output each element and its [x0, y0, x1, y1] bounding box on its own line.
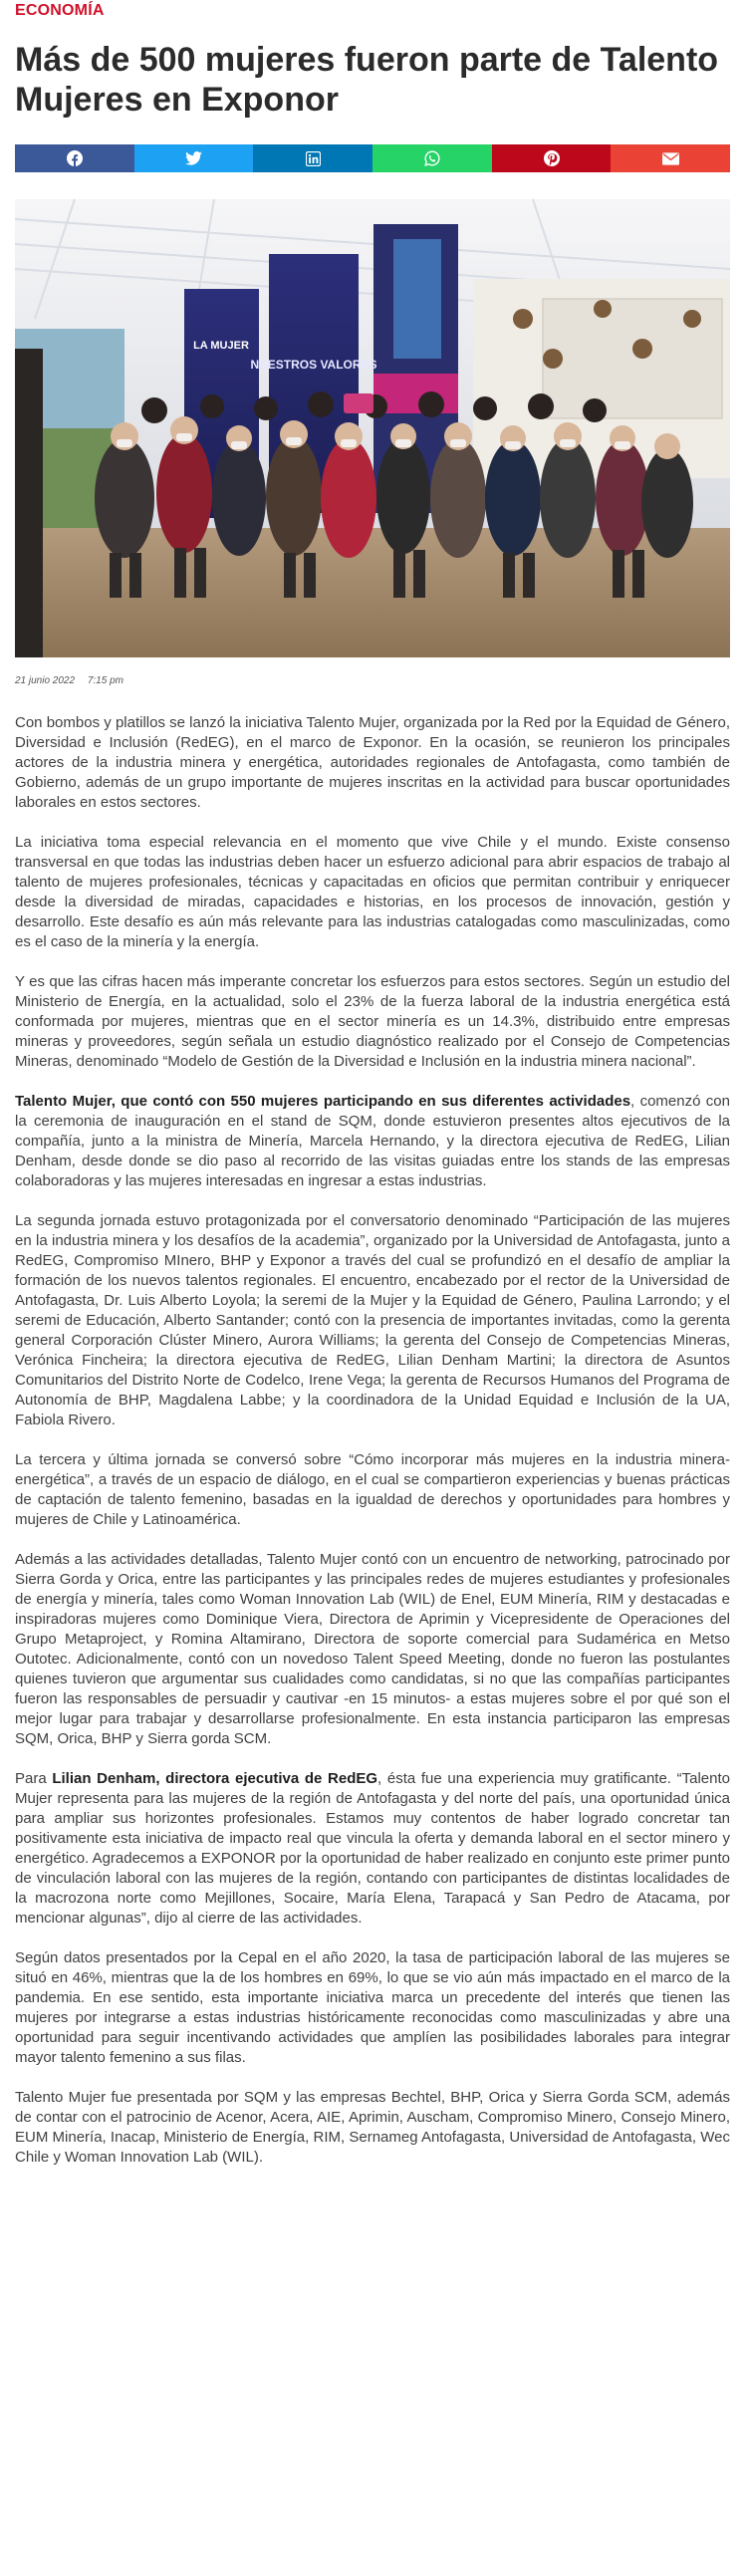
share-facebook-button[interactable] [15, 144, 134, 172]
paragraph-7: Además a las actividades detalladas, Talento Mujer contó con un encuentro de networking, patrocinado por Sierra Gorda y Orica, entre las participantes y las principales redes de mujeres estudiantes y profesionales de energía y minería, tales como Woman Innovation Lab (WIL) de Enel, EUM Minería, RIM y destacadas e inspiradoras mujeres como Dominique Viera, Directora de Aprimin y Vicepresidente de Operaciones del Grupo Metaproject, y Romina Altamirano, Directora de soporte comercial para Sudamérica en Metso Outotec. Adicionalmente, contó con un novedoso Talent Speed Meeting, donde no fueron las postulantes quienes tuvieron que argumentar sus cualidades como candidatas, si no que las compañías participantes fueron las responsables de persuadir y cautivar -en 15 minutos- a estas mujeres sobre el por qué son el mejor lugar para trabajar y desarrollarse profesionalmente. En esta instancia participaron las empresas SQM, Orica, BHP y Sierra gorda SCM. [15, 1551, 730, 1747]
banner-center-text: NUESTROS VALORES [250, 358, 377, 372]
paragraph-4 [15, 1092, 730, 1191]
article-meta [15, 675, 133, 686]
pinterest-icon [544, 150, 560, 166]
paragraph-2: La iniciativa toma especial relevancia en el momento que vive Chile y el mundo. Existe consenso transversal en que todas las industrias deben hacer un esfuerzo adicional para abrir espacios de trabajo al talento de mujeres profesionales, técnicas y capacitadas en oficios que permitan contribuir y enriquecer desde la diversidad de miradas, capacidades e historias, en los procesos de innovación, gestión y desarrollo. Este desafío es aún más relevante para las industrias catalogadas como masculinizadas, como es el caso de la minería y la energía. [15, 834, 730, 950]
share-linkedin-button[interactable] [253, 144, 372, 172]
twitter-icon [185, 151, 202, 165]
share-bar [15, 144, 730, 172]
article-time: 7:15 pm [87, 675, 124, 686]
hero-photo [15, 199, 730, 657]
linkedin-icon [306, 151, 321, 166]
paragraph-5: La segunda jornada estuvo protagonizada por el conversatorio denominado “Participación de las mujeres en la industria minera y los desafíos de la academia”, organizado por la Universidad de Antofagasta, junto a RedEG, Compromiso MInero, BHP y Exponor a través del cual se profundizó en el desafío de ampliar la formación de los nuevos talentos regionales. El encuentro, encabezado por el rector de la Universidad de Antofagasta, Dr. Luis Alberto Loyola; la seremi de la Mujer y la Equidad de Género, Paulina Larrondo; y el seremi de Educación, Alberto Santander; contó con la presencia de importantes invitadas, como la gerenta general Corporación Clúster Minero, Aurora Williams; la gerenta del Consejo de Competencias Mineras, Verónica Fincheira; la directora ejecutiva de RedEG, Lilian Denham Martini; la directora de Asuntos Comunitarios del Distrito Norte de Codelco, Irene Vega; la gerenta de Recursos Humanos del Programa de Autonomía de BHP, Magdalena Labbe; y la coordinadora de la Unidad Equidad e Inclusión de la UA, Fabiola Rivero. [15, 1212, 730, 1428]
facebook-icon [67, 150, 83, 166]
paragraph-3: Y es que las cifras hacen más imperante concretar los esfuerzos para estos sectores. Según un estudio del Ministerio de Energía, en la actualidad, solo el 23% de la fuerza laboral de la industria energética está conformada por mujeres, mientras que en el sector minería es un 14.3%, distribuido entre empresas mineras y proveedores, según señala un estudio diagnóstico realizado por el Consejo de Competencias Mineras, denominado “Modelo de Gestión de la Diversidad e Inclusión en la industria minera nacional”. [15, 973, 730, 1070]
paragraph-8-text: , ésta fue una experiencia muy gratificante. “Talento Mujer representa para las mujeres de la región de Antofagasta y del norte del país, una oportunidad única para ampliar sus horizontes profesionales. Estamos muy contentos de haber logrado concretar tan positivamente esta iniciativa de impacto real que vincula la oferta y demanda laboral en el sector minero y energético. Agradecemos a EXPONOR por la oportunidad de haber realizado en conjunto este primer punto de vinculación laboral con las mujeres de la región, contando con participantes de distintas localidades de la macrozona norte como Mejillones, Socaire, María Elena, Tarapacá y San Pedro de Atacama, por mencionar algunas”, dijo al cierre de las actividades. [15, 1770, 730, 1927]
share-whatsapp-button[interactable] [372, 144, 492, 172]
paragraph-9: Según datos presentados por la Cepal en el año 2020, la tasa de participación laboral de las mujeres se situó en 46%, mientras que la de los hombres en 69%, lo que se vio aún más impactado en el marco de la pandemia. En ese sentido, esta importante iniciativa marca un precedente del interés que tienen las mujeres por integrarse a estas industrias históricamente reconocidas como masculinizadas y abre una oportunidad para seguir incentivando actividades que amplíen las posibilidades laborales para integrar mayor talento femenino a sus filas. [15, 1949, 730, 2066]
paragraph-8 [15, 1769, 730, 1929]
share-twitter-button[interactable] [134, 144, 254, 172]
paragraph-8-lead: Para [15, 1770, 53, 1787]
paragraph-4-text: , comenzó con la ceremonia de inauguración en el stand de SQM, donde estuvieron presentes altos ejecutivos de la compañía, junto a la ministra de Minería, Marcela Hernando, y la directora ejecutiva de RedEG, Lilian Denham, desde donde se dio paso al recorrido de las visitas guiadas entre los stands de las empresas colaboradoras y las mujeres interesadas en ingresar a estas industrias. [15, 1093, 730, 1189]
article-date: 21 junio 2022 [15, 675, 76, 686]
email-icon [662, 152, 679, 165]
paragraph-4-highlight: Talento Mujer, que contó con 550 mujeres participando en sus diferentes actividades [15, 1093, 631, 1110]
share-email-button[interactable] [611, 144, 730, 172]
category-label[interactable]: ECONOMÍA [15, 2, 105, 19]
article-title: Más de 500 mujeres fueron parte de Talento Mujeres en Exponor [15, 41, 719, 119]
group-photo-illustration [15, 199, 730, 657]
article-body [15, 713, 730, 2188]
paragraph-10: Talento Mujer fue presentada por SQM y las empresas Bechtel, BHP, Orica y Sierra Gorda SCM, además de contar con el patrocinio de Acenor, Acera, AIE, Aprimin, Auscham, Compromiso Minero, Consejo Minero, EUM Minería, Inacap, Ministerio de Energía, RIM, Sernameg Antofagasta, Universidad de Antofagasta, Wec Chile y Woman Innovation Lab (WIL). [15, 2089, 730, 2166]
whatsapp-icon [424, 150, 440, 166]
share-pinterest-button[interactable] [492, 144, 612, 172]
banner-left-text: LA MUJER [193, 340, 249, 352]
paragraph-1: Con bombos y platillos se lanzó la iniciativa Talento Mujer, organizada por la Red por la Equidad de Género, Diversidad e Inclusión (RedEG), en el marco de Exponor. En la ocasión, se reunieron los principales actores de la industria minera y energética, autoridades regionales de Antofagasta, como también de Gobierno, además de un grupo importante de mujeres inscritas en la actividad para buscar oportunidades laborales en estos sectores. [15, 714, 730, 811]
paragraph-6: La tercera y última jornada se conversó sobre “Cómo incorporar más mujeres en la industria minera-energética”, a través de un espacio de diálogo, en el cual se compartieron experiencias y buenas prácticas de captación de talento femenino, basadas en la igualdad de derechos y oportunidades para hombres y mujeres de Chile y Latinoamérica. [15, 1451, 730, 1528]
paragraph-8-highlight: Lilian Denham, directora ejecutiva de RedEG [52, 1770, 378, 1787]
